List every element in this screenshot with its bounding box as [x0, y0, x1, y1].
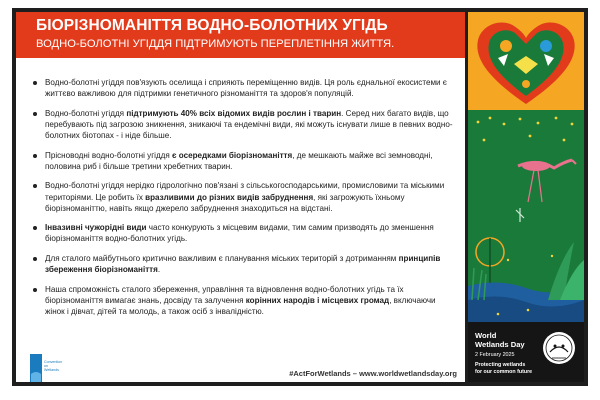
heart-icon	[468, 12, 584, 110]
bullet-item	[31, 108, 456, 142]
bullet-text: , які загрожують їхньому біорізноманіттю, навіть якщо джерело забруднення знаходиться на відстані.	[45, 192, 405, 213]
bullet-text: Наша спроможність сталого збереження, управління та відновлення водно-болотних угідь та їх біорізноманіття вимагає знань, досвіду та залучення	[45, 284, 404, 305]
header-banner	[16, 12, 465, 58]
bullet-bold-text: є осередками біорізноманіття	[172, 150, 293, 160]
bullet-item	[31, 253, 456, 275]
page-subtitle: ВОДНО-БОЛОТНІ УГІДДЯ ПІДТРИМУЮТЬ ПЕРЕПЛЕТІННЯ ЖИТТЯ.	[36, 38, 395, 50]
bullet-text: .	[157, 265, 161, 275]
bullet-text: Водно-болотні угіддя	[45, 108, 127, 118]
event-tagline-line: Protecting wetlands	[475, 362, 526, 368]
bullet-item	[31, 284, 456, 318]
bullet-text: Прісноводні водно-болотні угіддя	[45, 150, 173, 160]
bullet-list	[31, 77, 456, 326]
side-panel	[468, 12, 584, 382]
bullet-bold-text: корінних народів і місцевих громад	[245, 295, 390, 305]
wetland-scene-icon	[468, 110, 584, 322]
bullet-text: Водно-болотні угіддя пов'язують оселища і сприяють переміщенню видів. Ця роль єднальної екосистеми є життєво важливою для підтримки генетичного різноманіття та здоров'я популяцій.	[45, 78, 447, 99]
bullet-item	[31, 180, 456, 214]
event-date: 2 February 2025	[475, 352, 515, 358]
bullet-item	[31, 77, 456, 99]
bullet-text: часто конкурують з місцевим видами, тим самим призводять до зменшення біорізноманіття водно-болотних угідь.	[45, 223, 434, 244]
website-link[interactable]: #ActForWetlands – www.worldwetlandsday.org	[289, 369, 457, 378]
bullet-bold-text: Інвазивні чужорідні види	[45, 223, 147, 233]
main-panel	[16, 12, 465, 382]
ramsar-logo-mark	[30, 354, 42, 382]
bullet-text: , включаючи жінок і дівчат, дітей та молодь, а також осіб з інвалідністю.	[45, 295, 436, 317]
event-title-line: World	[475, 331, 497, 340]
event-title	[475, 332, 525, 349]
bullet-bold-text: підтримують 40% всіх відомих видів рослин і тварин	[126, 108, 342, 118]
bullet-text: . Серед них багато видів, що перебувають під загрозою зникнення, зникаючі та ендемічні види, які можуть існувати лише в певних водно-болотних біотопах - і ніде більше.	[45, 108, 453, 141]
wetland-illustration	[468, 110, 584, 322]
event-tagline	[475, 362, 532, 375]
heart-illustration	[468, 12, 584, 110]
bullet-text: Для сталого майбутнього критично важливим є планування міських територій з дотриманням	[45, 253, 399, 263]
page-title: БІОРІЗНОМАНІТТЯ ВОДНО-БОЛОТНИХ УГІДЬ	[36, 17, 388, 34]
ramsar-logo	[30, 354, 63, 382]
bullet-text: , де мешкають майже всі земноводні, половина риб і більше третини хребетних тварин.	[45, 150, 433, 171]
event-title-line: Wetlands Day	[475, 339, 525, 349]
bullet-item	[31, 150, 456, 172]
ramsar-logo-caption: Convention on Wetlands	[44, 360, 63, 372]
footer	[16, 356, 465, 382]
event-badge	[468, 322, 584, 382]
bullet-item	[31, 222, 456, 244]
event-tagline-line: for our common future	[475, 368, 533, 375]
bullet-bold-text: вразливими до різних видів забруднення	[145, 192, 314, 202]
bullet-text: Водно-болотні угіддя нерідко гідрологічно пов'язані з сільськогосподарськими, промисловими та міськими територіями. Це робить їх	[45, 181, 445, 202]
bullet-bold-text: принципів збереження біорізноманіття	[45, 253, 441, 275]
wetlands-seal-icon	[540, 328, 578, 374]
